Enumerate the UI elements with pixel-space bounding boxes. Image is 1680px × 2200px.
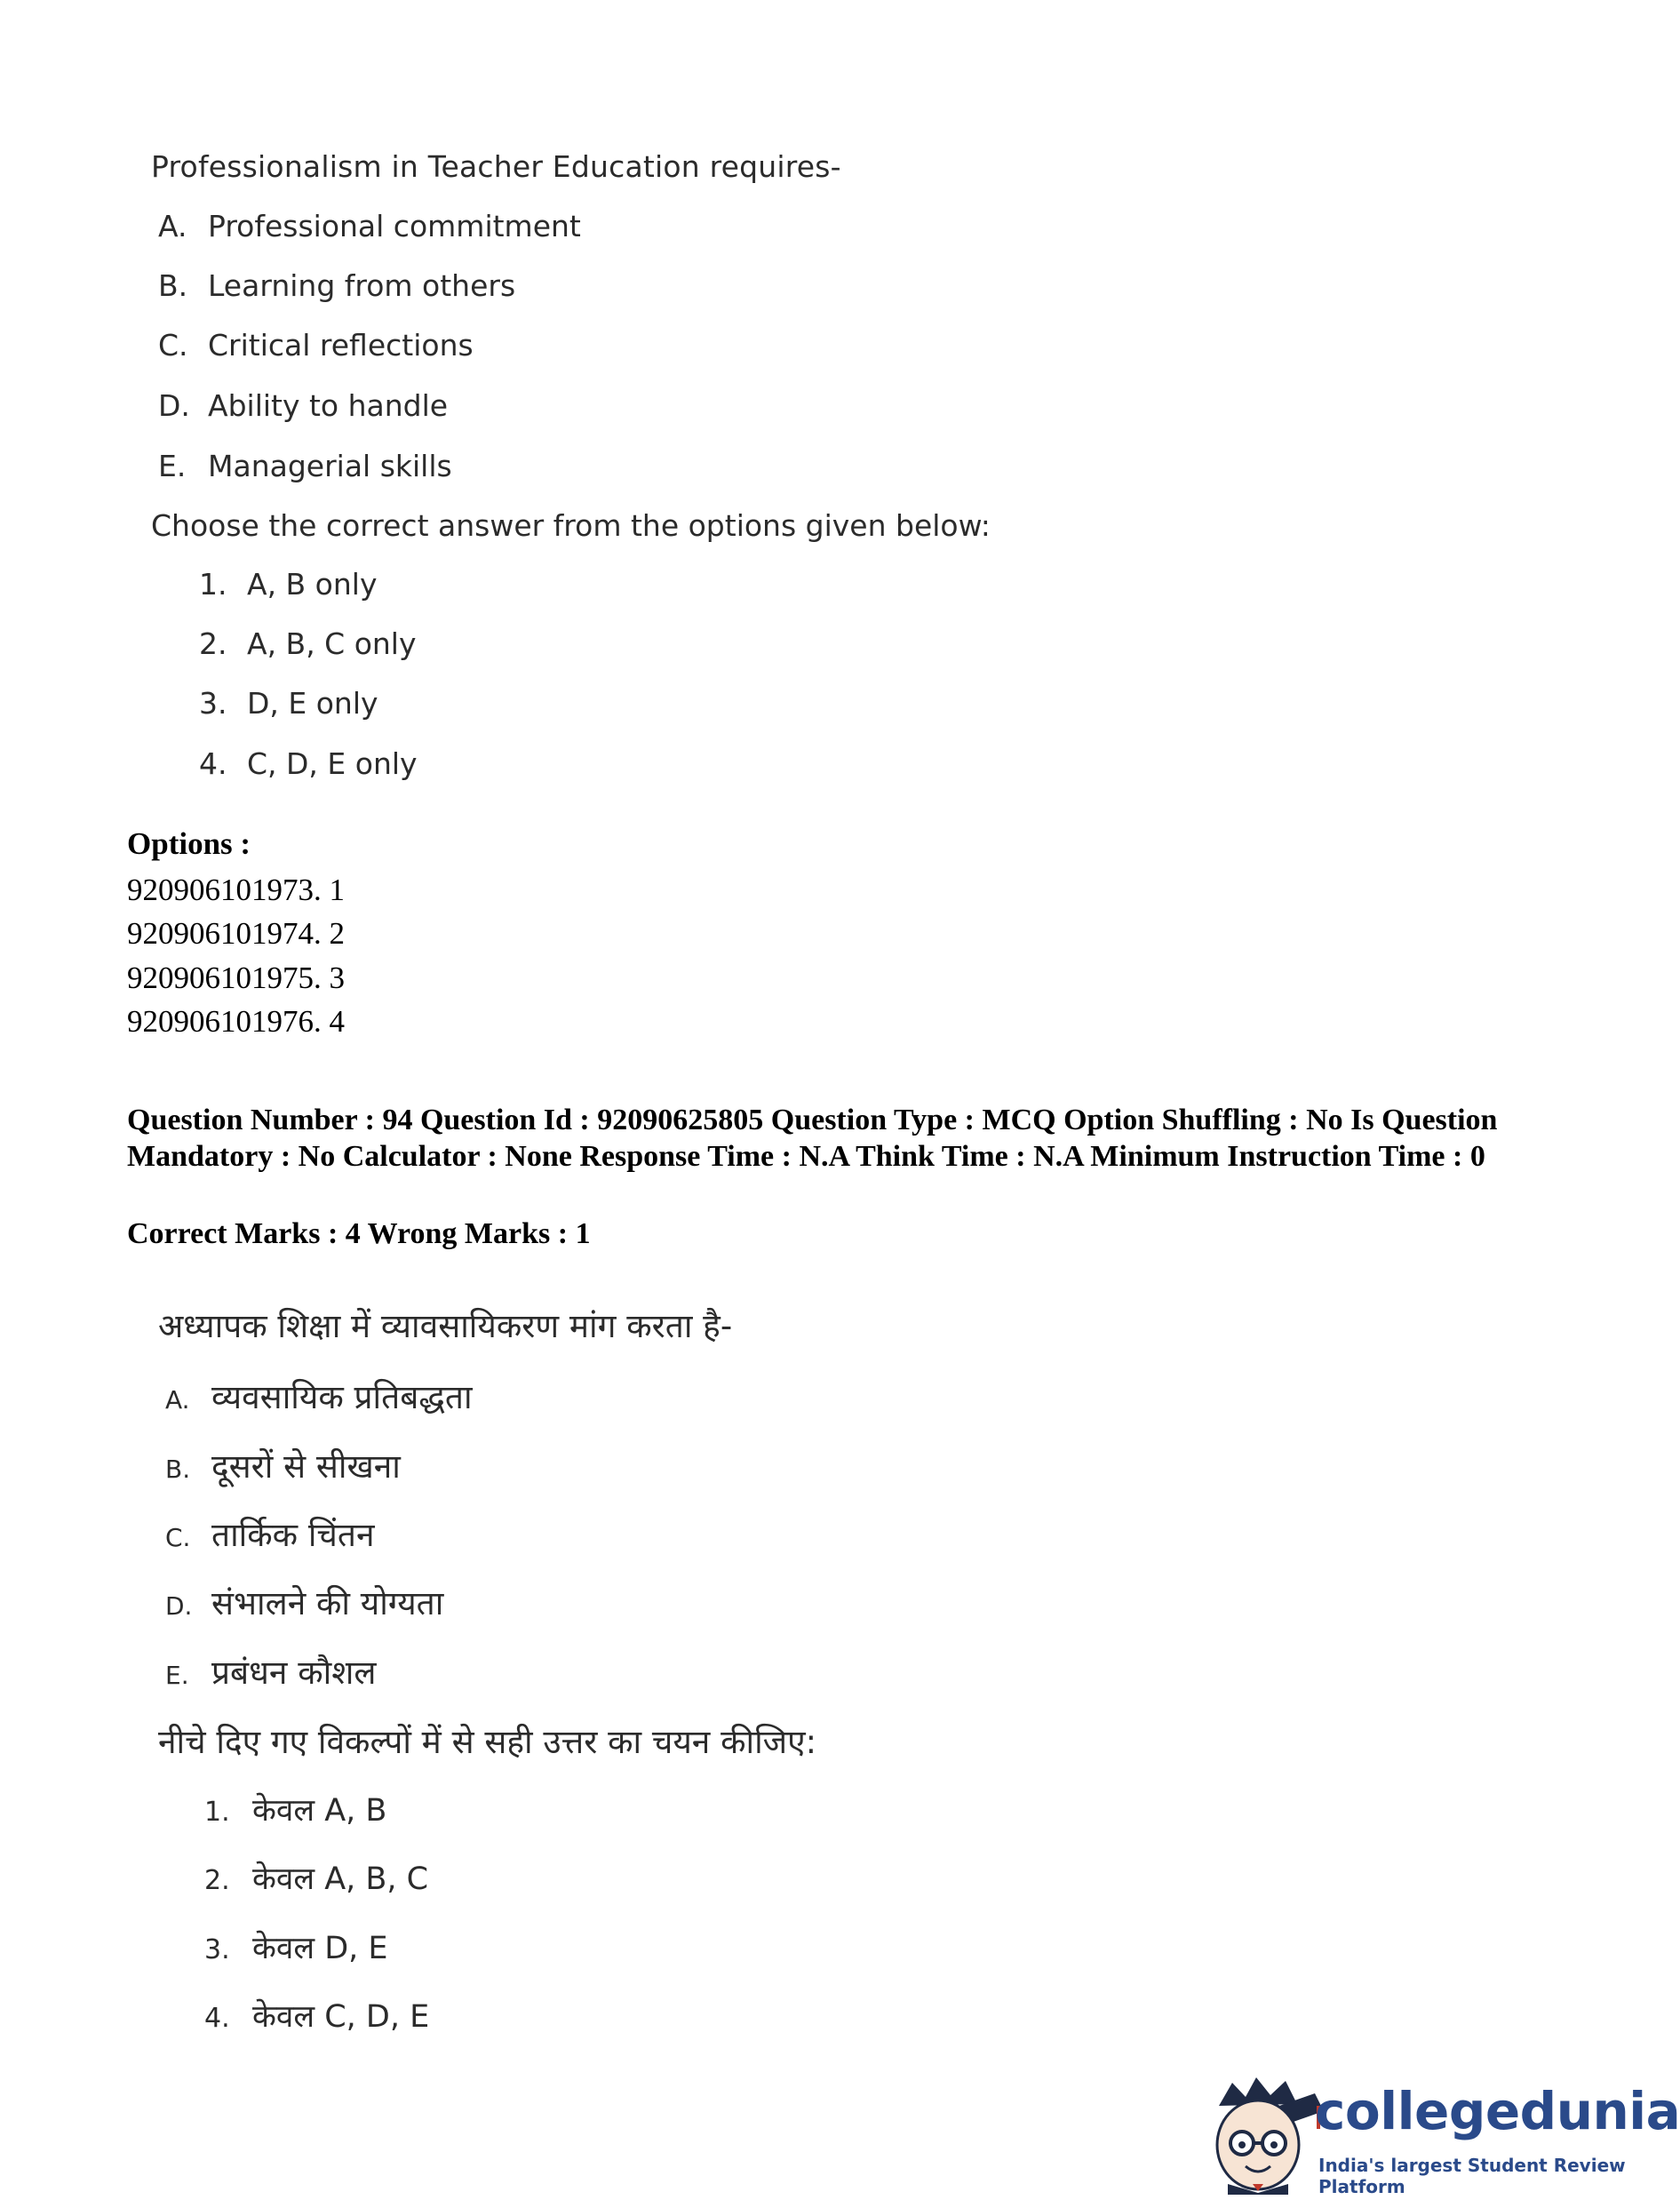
statement-text: Critical reflections xyxy=(208,328,474,363)
answer-text: D, E only xyxy=(247,686,378,721)
answer-text: केवल C, D, E xyxy=(252,1999,430,2035)
statement-hi-e xyxy=(165,1648,376,1694)
statement-label: C. xyxy=(158,328,188,363)
statement-text: प्रबंधन कौशल xyxy=(211,1654,377,1692)
option-row: 920906101973. 1 xyxy=(127,873,345,907)
answer-choice-4 xyxy=(199,746,418,781)
question-marks: Correct Marks : 4 Wrong Marks : 1 xyxy=(127,1217,591,1250)
logo-tagline: India's largest Student Review Platform xyxy=(1318,2155,1626,2197)
question-meta: Question Number : 94 Question Id : 92090625805 Question Type : MCQ Option Shuffling : No Is Question Mandatory : No Calculator : None Response Time : N.A Think Time : N.A Minimum Instruction Time : 0 xyxy=(127,1104,1498,1173)
instruction-hi: नीचे दिए गए विकल्पों में से सही उत्तर का चयन कीजिए: xyxy=(158,1723,817,1761)
question-stem-hi: अध्यापक शिक्षा में व्यावसायिकरण मांग करता है- xyxy=(158,1307,733,1345)
statement-text: तार्किक चिंतन xyxy=(211,1516,375,1554)
statement-d xyxy=(158,388,448,423)
logo-wordmark: collegedunia xyxy=(1315,2081,1680,2141)
answer-choice-2 xyxy=(199,626,417,661)
answer-label: 3. xyxy=(199,686,227,721)
statement-a xyxy=(158,209,581,243)
statement-c xyxy=(158,328,474,363)
statement-hi-c xyxy=(165,1511,375,1556)
answer-label: 3. xyxy=(204,1934,230,1965)
answer-hi-choice-2 xyxy=(204,1857,428,1899)
mascot-face-icon xyxy=(1217,2077,1324,2195)
answer-label: 4. xyxy=(199,746,227,781)
statement-label: E. xyxy=(158,449,187,483)
option-row: 920906101974. 2 xyxy=(127,916,345,951)
statement-hi-b xyxy=(165,1442,401,1487)
answer-text: A, B only xyxy=(247,567,378,602)
statement-text: Learning from others xyxy=(208,268,516,303)
statement-text: दूसरों से सीखना xyxy=(211,1447,401,1486)
option-row: 920906101975. 3 xyxy=(127,961,345,995)
answer-text: C, D, E only xyxy=(247,746,418,781)
statement-hi-a xyxy=(165,1373,473,1418)
statement-b xyxy=(158,268,515,303)
answer-text: A, B, C only xyxy=(247,626,417,661)
answer-text: केवल A, B xyxy=(252,1793,387,1829)
statement-text: व्यवसायिक प्रतिबद्धता xyxy=(211,1378,473,1416)
statement-label: D. xyxy=(165,1591,193,1621)
statement-hi-d xyxy=(165,1579,443,1624)
answer-label: 2. xyxy=(199,626,227,661)
statement-label: B. xyxy=(165,1455,191,1484)
statement-label: B. xyxy=(158,268,188,303)
statement-text: Ability to handle xyxy=(208,388,449,423)
statement-label: A. xyxy=(158,209,187,243)
answer-label: 4. xyxy=(204,2003,230,2034)
question-stem-en: Professionalism in Teacher Education requires- xyxy=(151,149,841,184)
options-heading: Options : xyxy=(127,826,251,861)
statement-e xyxy=(158,449,452,483)
answer-label: 1. xyxy=(204,1797,230,1828)
statement-label: D. xyxy=(158,388,190,423)
answer-choice-1 xyxy=(199,567,378,602)
statement-label: C. xyxy=(165,1523,191,1552)
instruction-en: Choose the correct answer from the options given below: xyxy=(151,508,991,543)
option-row: 920906101976. 4 xyxy=(127,1004,345,1039)
answer-text: केवल D, E xyxy=(252,1931,388,1966)
answer-choice-3 xyxy=(199,686,378,721)
answer-hi-choice-1 xyxy=(204,1789,386,1830)
statement-text: Professional commitment xyxy=(208,209,581,243)
statement-text: Managerial skills xyxy=(208,449,452,483)
answer-text: केवल A, B, C xyxy=(252,1861,429,1897)
statement-label: A. xyxy=(165,1385,190,1415)
answer-label: 1. xyxy=(199,567,227,602)
statement-text: संभालने की योग्यता xyxy=(211,1584,444,1622)
answer-label: 2. xyxy=(204,1865,230,1896)
answer-hi-choice-4 xyxy=(204,1995,429,2037)
answer-hi-choice-3 xyxy=(204,1926,388,1968)
statement-label: E. xyxy=(165,1661,189,1690)
